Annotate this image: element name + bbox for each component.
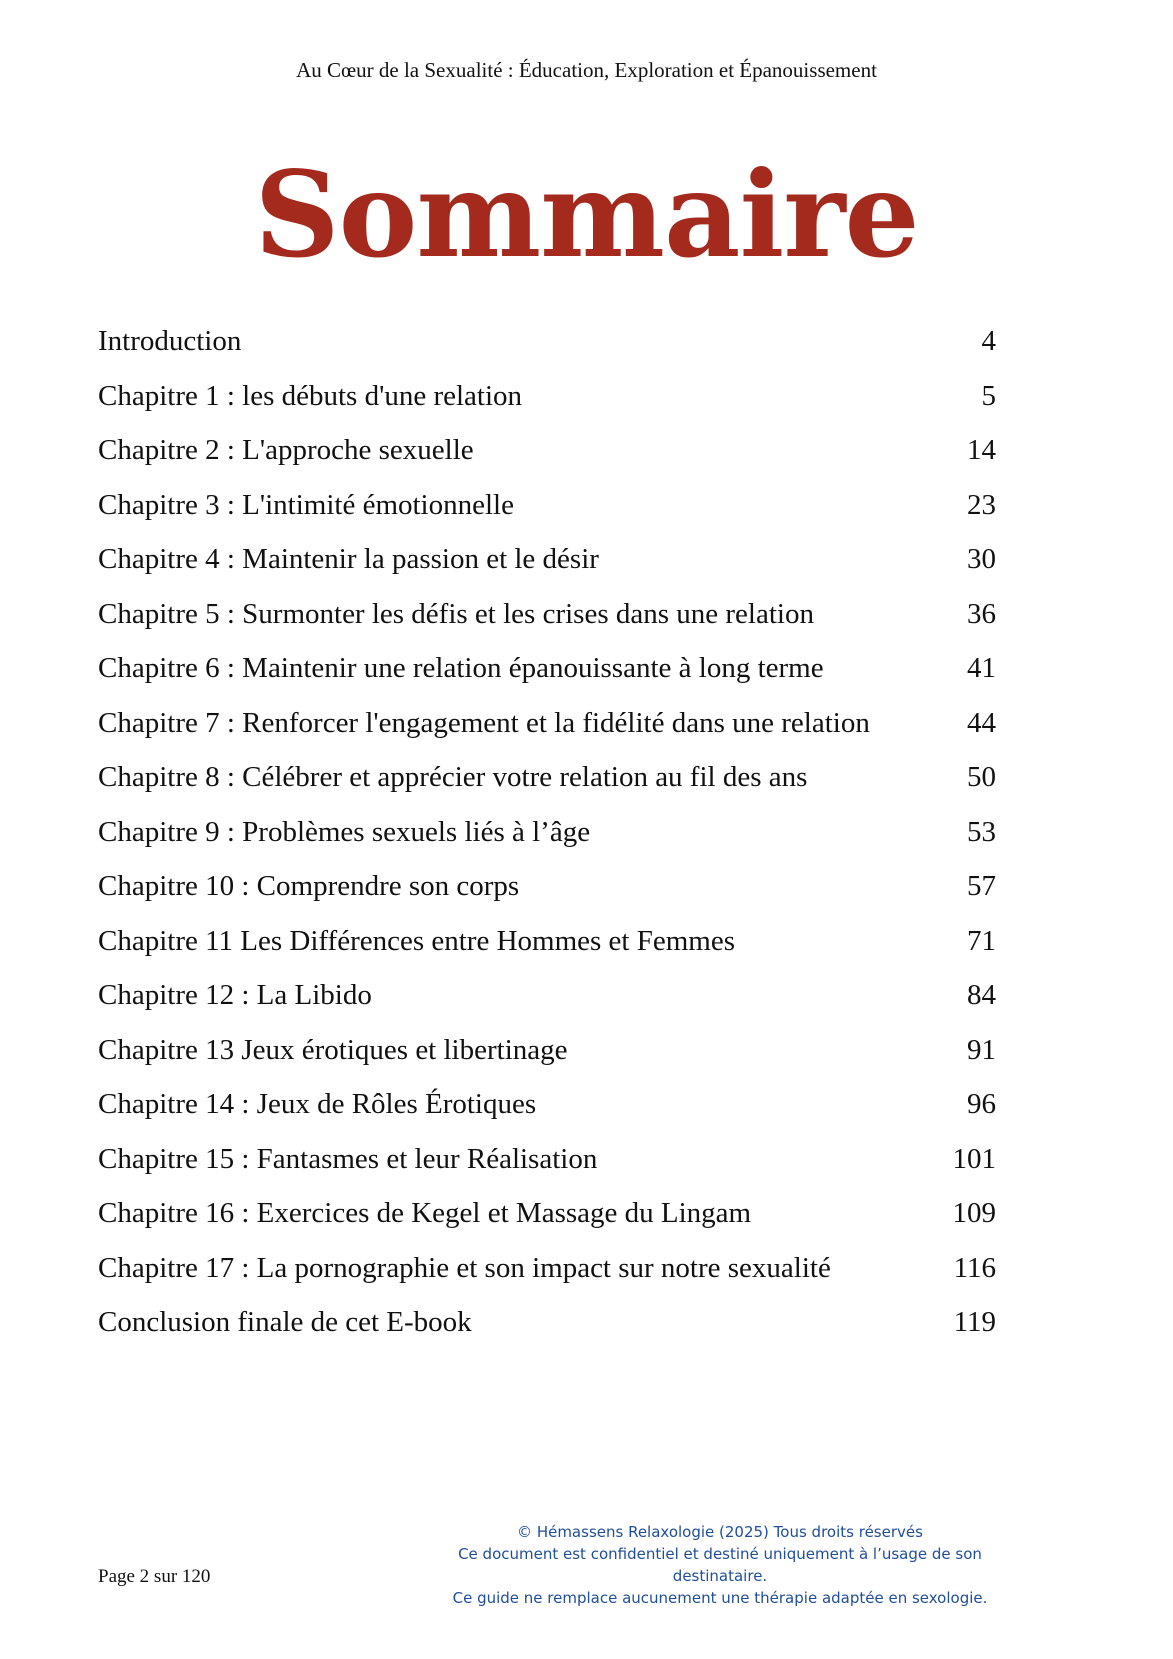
table-of-contents <box>98 325 996 1361</box>
toc-entry-page: 53 <box>967 815 996 848</box>
toc-entry-page: 101 <box>952 1142 996 1175</box>
toc-entry-page: 44 <box>967 706 996 739</box>
toc-entry[interactable] <box>98 925 996 980</box>
page-title: Sommaire <box>254 145 919 284</box>
toc-entry-label: Introduction <box>98 325 242 357</box>
toc-entry[interactable] <box>98 761 996 816</box>
toc-entry[interactable] <box>98 598 996 653</box>
toc-entry-page: 119 <box>953 1306 996 1338</box>
toc-entry-label: Chapitre 17 : La pornographie et son impact sur notre sexualité <box>98 1251 831 1284</box>
toc-entry-page: 36 <box>967 597 996 630</box>
toc-entry-page: 96 <box>967 1088 996 1120</box>
toc-entry[interactable] <box>98 652 996 707</box>
copyright-line: © Hémassens Relaxologie (2025) Tous droits réservés <box>517 1523 923 1541</box>
toc-entry[interactable] <box>98 1143 996 1198</box>
toc-entry-label: Chapitre 13 Jeux érotiques et libertinage <box>98 1033 568 1066</box>
legal-notice <box>410 1521 1030 1609</box>
toc-entry-label: Chapitre 9 : Problèmes sexuels liés à l’âge <box>98 815 591 848</box>
toc-entry[interactable] <box>98 1197 996 1252</box>
toc-entry[interactable] <box>98 870 996 925</box>
toc-entry[interactable] <box>98 543 996 598</box>
toc-entry-label: Chapitre 8 : Célébrer et apprécier votre relation au fil des ans <box>98 761 808 793</box>
toc-entry-page: 84 <box>967 979 996 1011</box>
toc-entry-label: Chapitre 1 : les débuts d'une relation <box>98 379 523 412</box>
toc-entry-label: Chapitre 11 Les Différences entre Hommes et Femmes <box>98 924 735 957</box>
toc-entry-label: Conclusion finale de cet E-book <box>98 1306 472 1338</box>
toc-entry-page: 5 <box>981 379 996 412</box>
toc-entry[interactable] <box>98 325 996 380</box>
toc-entry-page: 23 <box>967 488 996 521</box>
toc-entry[interactable] <box>98 380 996 435</box>
toc-entry[interactable] <box>98 1306 996 1361</box>
toc-entry[interactable] <box>98 434 996 489</box>
toc-entry-page: 41 <box>967 652 996 684</box>
toc-entry-page: 109 <box>952 1197 996 1229</box>
toc-entry-page: 91 <box>967 1033 996 1066</box>
toc-entry-page: 57 <box>967 870 996 902</box>
toc-entry[interactable] <box>98 1034 996 1089</box>
toc-entry-page: 14 <box>967 434 996 466</box>
toc-entry-label: Chapitre 5 : Surmonter les défis et les crises dans une relation <box>98 597 814 630</box>
toc-entry-label: Chapitre 14 : Jeux de Rôles Érotiques <box>98 1088 537 1120</box>
toc-entry-label: Chapitre 3 : L'intimité émotionnelle <box>98 488 514 521</box>
toc-entry-label: Chapitre 15 : Fantasmes et leur Réalisation <box>98 1142 598 1175</box>
toc-entry[interactable] <box>98 707 996 762</box>
confidentiality-line: Ce document est confidentiel et destiné uniquement à l’usage de son destinataire. <box>458 1545 982 1585</box>
toc-entry[interactable] <box>98 816 996 871</box>
toc-entry-label: Chapitre 12 : La Libido <box>98 979 372 1011</box>
toc-entry-page: 71 <box>967 924 996 957</box>
toc-entry[interactable] <box>98 1088 996 1143</box>
toc-entry[interactable] <box>98 1252 996 1307</box>
toc-entry-label: Chapitre 6 : Maintenir une relation épanouissante à long terme <box>98 652 824 684</box>
toc-entry-label: Chapitre 2 : L'approche sexuelle <box>98 434 474 466</box>
toc-entry-label: Chapitre 4 : Maintenir la passion et le désir <box>98 543 599 575</box>
toc-entry[interactable] <box>98 979 996 1034</box>
toc-entry-page: 50 <box>967 761 996 793</box>
toc-entry-label: Chapitre 7 : Renforcer l'engagement et la fidélité dans une relation <box>98 706 870 739</box>
page-number: Page 2 sur 120 <box>98 1566 211 1587</box>
running-header: Au Cœur de la Sexualité : Éducation, Exploration et Épanouissement <box>296 58 877 82</box>
toc-entry-label: Chapitre 16 : Exercices de Kegel et Massage du Lingam <box>98 1197 752 1229</box>
toc-entry[interactable] <box>98 489 996 544</box>
toc-entry-page: 30 <box>967 543 996 575</box>
toc-entry-page: 116 <box>953 1251 996 1284</box>
toc-entry-page: 4 <box>981 325 996 357</box>
disclaimer-line: Ce guide ne remplace aucunement une thérapie adaptée en sexologie. <box>452 1589 988 1607</box>
toc-entry-label: Chapitre 10 : Comprendre son corps <box>98 870 520 902</box>
